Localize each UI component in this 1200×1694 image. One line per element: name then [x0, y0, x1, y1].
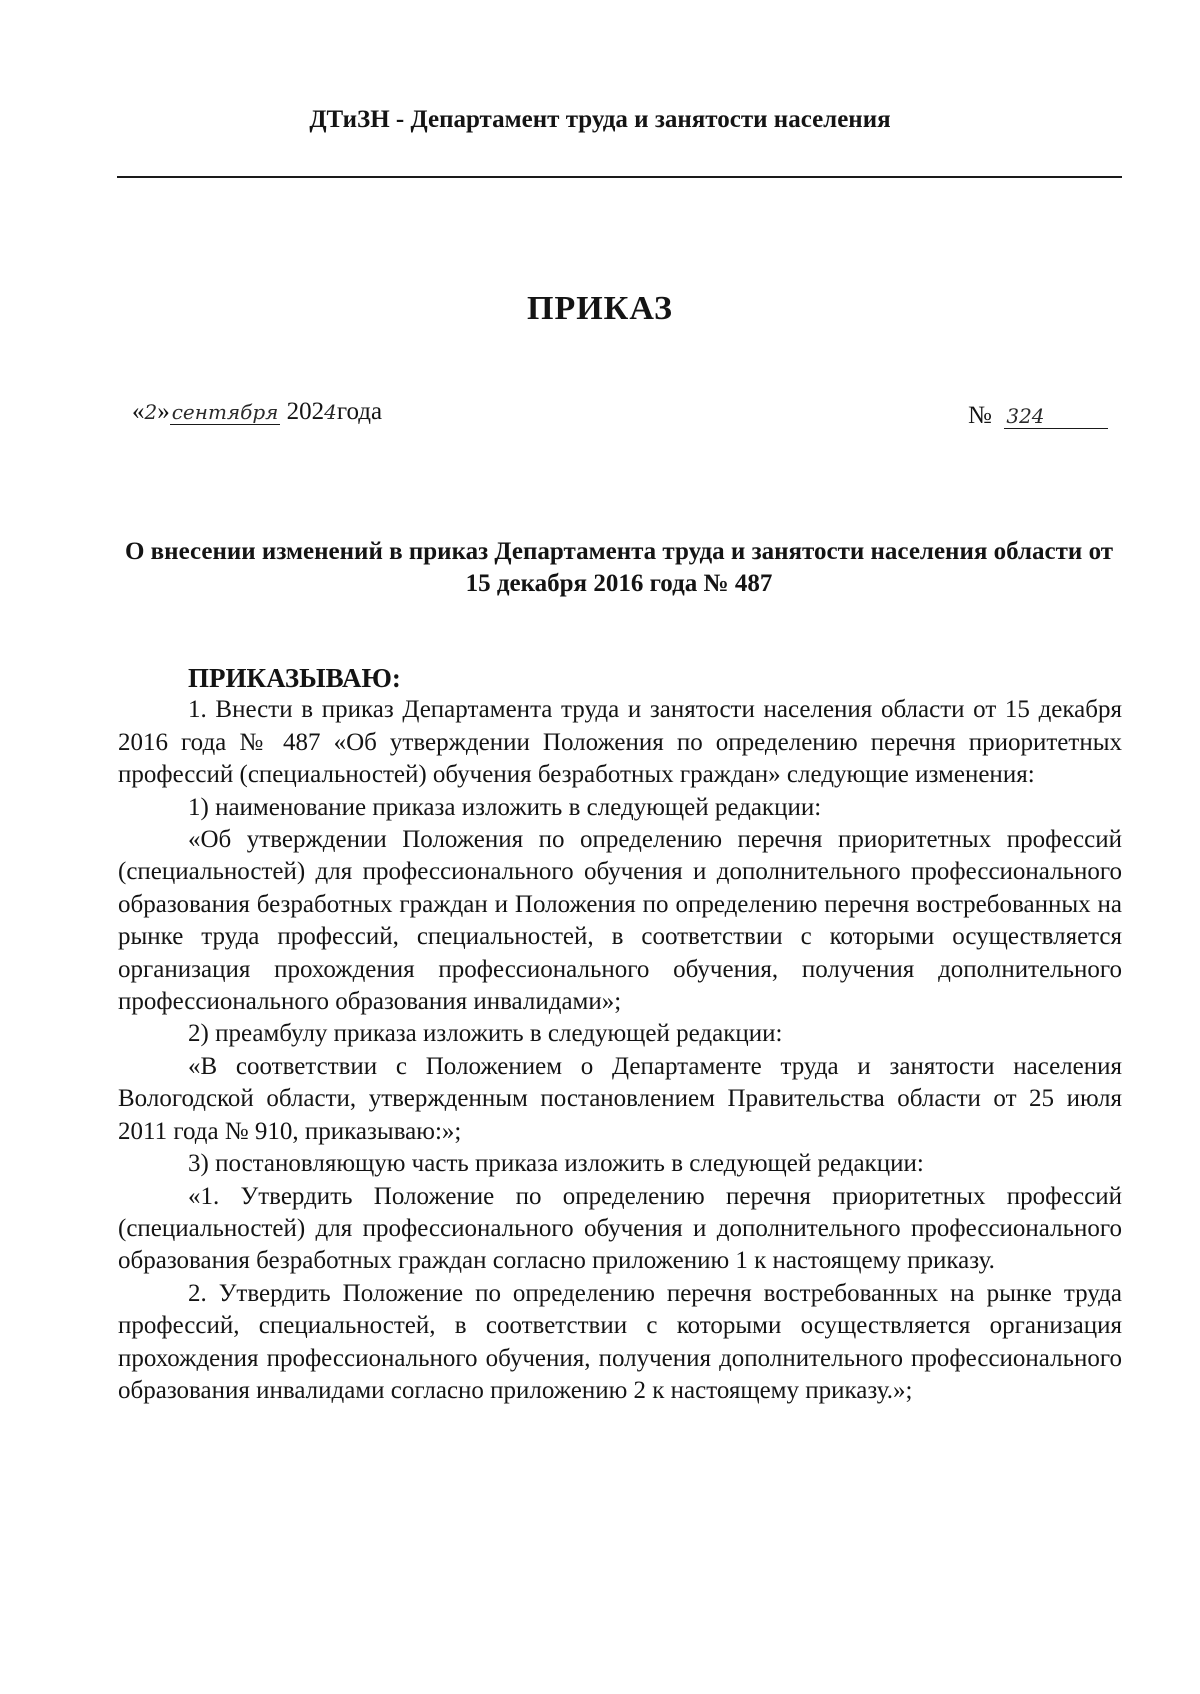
order-number	[968, 402, 1108, 430]
number-label: №	[968, 402, 992, 429]
body-paragraph: «Об утверждении Положения по определению перечня приоритетных профессий (специальностей) для профессионального обучения и дополнительного профессионального образования безработных граждан и Положения по определению перечня востребованных на рынке труда профессий, специальностей, в соответствии с которыми осуществляется организация прохождения профессионального обучения, получения дополнительного профессионального образования инвалидами»;	[118, 826, 1122, 1016]
date-close-quote: »	[157, 398, 170, 425]
header-divider	[117, 176, 1122, 178]
order-date	[132, 398, 382, 426]
body-paragraph: 3) постановляющую часть приказа изложить в следующей редакции:	[188, 1150, 924, 1178]
date-suffix: года	[336, 398, 383, 425]
body-paragraph: 1. Внести в приказ Департамента труда и занятости населения области от 15 декабря 2016 года № 487 «Об утверждении Положения по определению перечня приоритетных профессий (специальностей) обучения безработных граждан» следующие изменения:	[118, 696, 1122, 789]
date-year-printed: 202	[286, 398, 325, 425]
body-paragraph: 1) наименование приказа изложить в следующей редакции:	[188, 793, 822, 821]
date-day-handwritten: 2	[144, 400, 158, 424]
body-paragraph: «1. Утвердить Положение по определению перечня приоритетных профессий (специальностей) для профессионального обучения и дополнительного профессионального образования безработных граждан согласно приложению 1 к настоящему приказу.	[118, 1182, 1122, 1275]
document-title: ПРИКАЗ	[527, 290, 673, 327]
body-paragraph: «В соответствии с Положением о Департаменте труда и занятости населения Вологодской области, утвержденным постановлением Правительства области от 25 июля 2011 года № 910, приказываю:»;	[118, 1052, 1122, 1145]
body-paragraph: 2) преамбулу приказа изложить в следующей редакции:	[188, 1020, 783, 1048]
order-word: ПРИКАЗЫВАЮ:	[188, 663, 401, 693]
date-year-handwritten: 4	[324, 400, 337, 424]
date-month-handwritten: сентября	[171, 400, 279, 424]
number-handwritten: 324	[1004, 404, 1108, 429]
organization-header: ДТиЗН - Департамент труда и занятости населения	[309, 106, 891, 133]
document-subject: О внесении изменений в приказ Департамента труда и занятости населения области от 15 декабря 2016 года № 487	[124, 538, 1114, 597]
document-body	[118, 662, 1122, 1407]
date-open-quote: «	[132, 398, 145, 425]
body-paragraph: 2. Утвердить Положение по определению перечня востребованных на рынке труда профессий, специальностей, в соответствии с которыми осуществляется организация прохождения профессионального обучения, получения дополнительного профессионального образования инвалидами согласно приложению 2 к настоящему приказу.»;	[118, 1279, 1122, 1404]
